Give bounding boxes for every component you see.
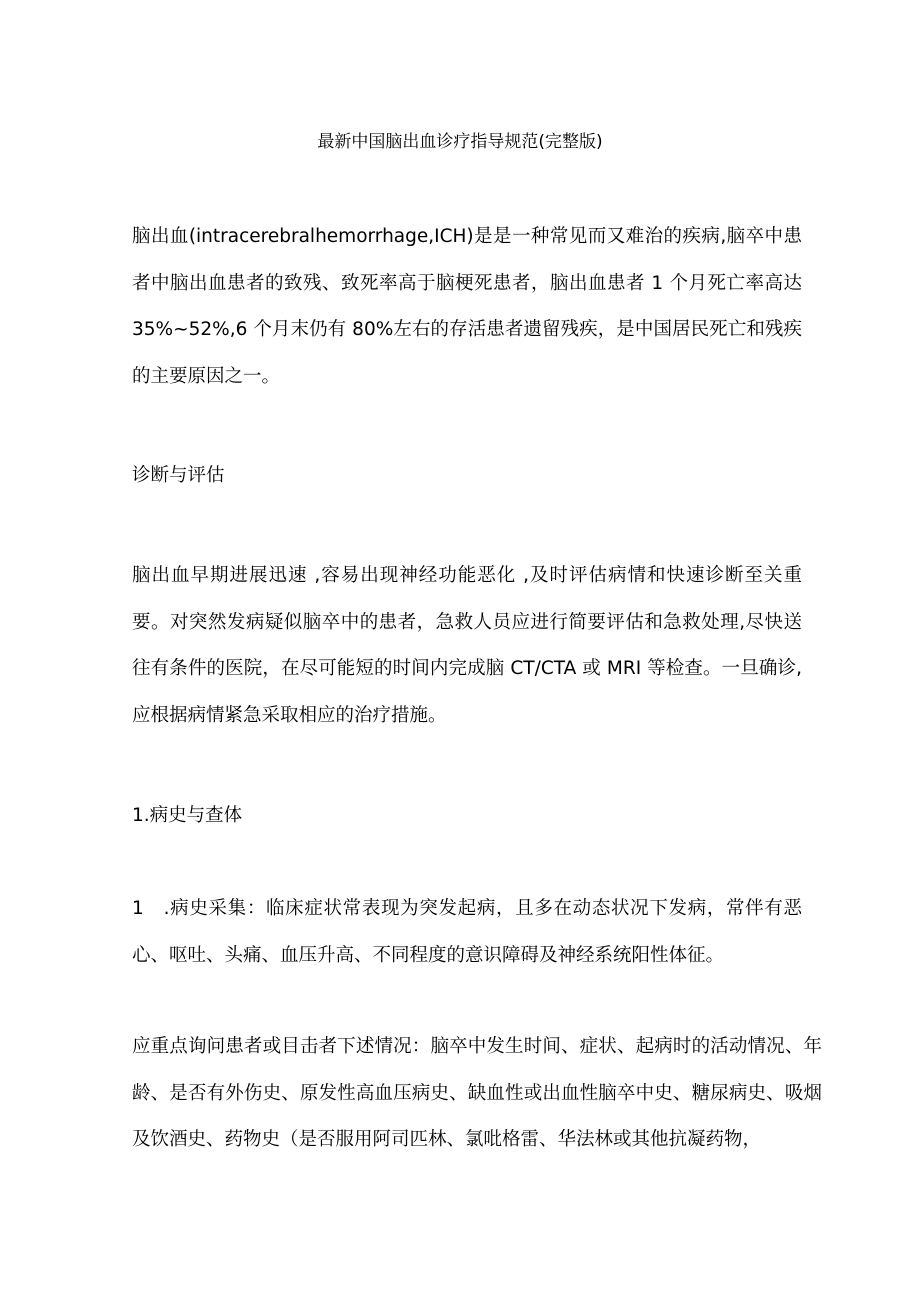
section-heading-history: 1.病史与查体 [132, 805, 243, 826]
section-heading-diagnosis: 诊断与评估 [132, 465, 225, 486]
history-collection-paragraph: 1 .病史采集：临床症状常表现为突发起病，且多在动态状况下发病，常伴有恶心、呕吐、头痛、血压升高、不同程度的意识障碍及神经系统阳性体征。 [132, 898, 802, 966]
document-title: 最新中国脑出血诊疗指导规范(完整版) [317, 132, 603, 152]
diagnosis-paragraph: 脑出血早期进展迅速 ,容易出现神经功能恶化 ,及时评估病情和快速诊断至关重要。对突然发病疑似脑卒中的患者，急救人员应进行简要评估和急救处理,尽快送往有条件的医院，在尽可能短的时间内完成脑 CT/CTA 或 MRI 等检查。一旦确诊,应根据病情紧急采取相应的治疗措施。 [132, 565, 802, 726]
inquiry-paragraph: 应重点询问患者或目击者下述情况：脑卒中发生时间、症状、起病时的活动情况、年龄、是否有外伤史、原发性高血压病史、缺血性或出血性脑卒中史、糖尿病史、吸烟及饮酒史、药物史（是否服用阿司匹林、氯吡格雷、华法林或其他抗凝药物， [132, 1036, 822, 1150]
intro-paragraph: 脑出血(intracerebralhemorrhage,ICH)是是一种常见而又难治的疾病,脑卒中患者中脑出血患者的致残、致死率高于脑梗死患者，脑出血患者 1 个月死亡率高达 35%~52%,6 个月末仍有 80%左右的存活患者遗留残疾，是中国居民死亡和残疾的主要原因之一。 [132, 226, 802, 387]
